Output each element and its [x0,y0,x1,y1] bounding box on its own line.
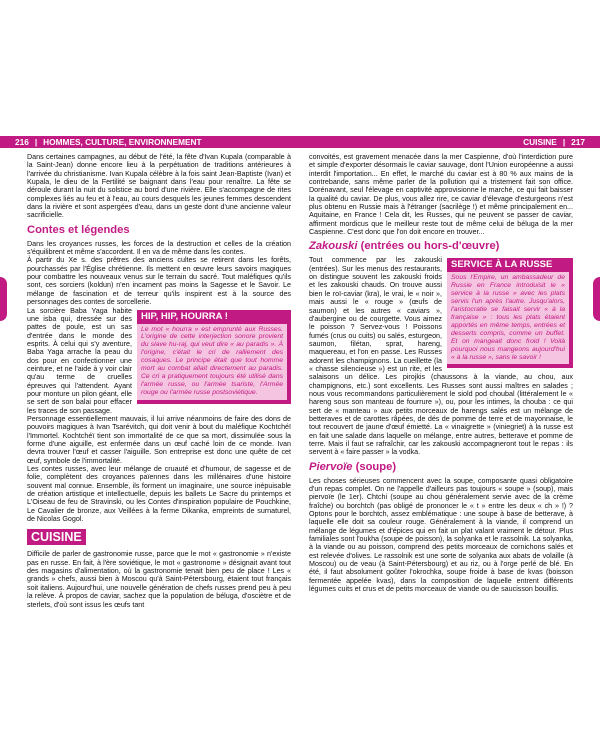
right-column [309,153,573,594]
page-edge-tab-right [593,277,600,321]
heading-zakouski-name: Zakouski [309,240,358,253]
page-header [0,136,600,148]
sidebar-box-hourra [137,310,291,404]
left-page-number: 216 [15,137,29,147]
page-edge-tab-left [0,277,7,321]
paragraph-sorciers: À partir du Xe s. des prêtres des anciens cultes se retirent dans les forêts, pourchassés par l'Église chrétienne. Ils mettent en œuvre leurs savoirs magiques pour combattre les nouveaux venus sur le terrain du sacré. Tout maléfiques qu'ils sont, ces sorciers (koldun) n'en incarnent pas moins la Sagesse et le Savoir. Le mélange de fascination et de terreur qu'ils inspirent est à la source des personnages des contes de sorcellerie. [27,256,291,307]
sidebar-box-service-text: Sous l'Empire, un ambassadeur de Russie en France introduisit le « service à la russe » avec les plats servis l'un après l'autre. Jusqu'alors, l'aristocratie se faisait servir « à la française » : tous les plats étaient apportés en même temps, entrées et desserts compris, comme un buffet. Et on mangeait donc froid ! Voilà pourquoi nous mangeons aujourd'hui « à la russe », sans le savoir ! [451,274,565,361]
paragraph-contes-russes: Les contes russes, avec leur mélange de cruauté et d'humour, de sagesse et de folie, complètent des croyances païennes dans les millénaires d'une histoire souvent mal connue. Ensemble, ils forment un imaginaire, une source inépuisable de création artistique et intellectuelle, depuis les ballets Le Sacre du printemps et L'Oiseau de feu de Stravinski, ou les Contes d'inspiration populaire de Pouchkine, Le Cavalier de bronze, aux Veillées à la ferme Dikanka, empreints de surnaturel, de Nicolas Gogol. [27,465,291,524]
heading-piervoie [309,461,573,474]
header-left: 216 | HOMMES, CULTURE, ENVIRONNEMENT [15,137,202,147]
paragraph-gastronomie: Difficile de parler de gastronomie russe, parce que le mot « gastronomie » n'existe pas en russe. En fait, à l'ère soviétique, le mot « gastronome » désignait avant tout des magasins d'alimentation, où la gastronomie tenait bien peu de place ! Les « grands » chefs, aussi bien à Moscou qu'à Saint-Pétersbourg, étaient tout français soit italiens. Aujourd'hui, une nouvelle génération de chefs russes prend peu à peu la relève. À propos de caviar, sachez que la population de béluga, d'osciètre et de sterlets, d'où sont issus les œufs tant [27,550,291,609]
paragraph-croyances: Dans les croyances russes, les forces de la destruction et celles de la création s'équilibrent et même s'accordent. Il en va de même dans les contes. [27,239,291,257]
paragraph-kochtchei: Personnage essentiellement mauvais, il lui arrive néanmoins de faire des dons de pouvoirs magiques à Ivan Tsarévitch, qui doit venir à bout du maléfique Kochtchéï l'Immortel. Kochtchéï tient son immortalité de ce que sa mort, dissimulée sous la forme d'une aiguille, est enfermée dans un œuf caché loin de ce monde. Ivan devra trouver l'œuf et casser l'aiguille. Son entreprise est donc une quête de cet œuf, symbole de l'immortalité. [27,414,291,465]
right-running-title: CUISINE [523,137,557,147]
paragraph-zakouski: Tout commence par les zakouski (entrées). Sur les menus des restaurants, on distingue souvent les zakouski froids et les zakouski chauds. On trouve aussi bien le roï-caviar (kra), le vrai, le « noir », mais aussi le « rouge » (œufs de saumon) et les autres « caviars », d'aubergine ou de courgette. Vous aimez le poisson ? Servez-vous ! Poissons fumés (crus ou cuits) ou salés, esturgeon, saumon, filétan, sprat, hareng, maquereau, et l'on en passe. Les Russes adorent les champignons. La cueillette (la « chasse silencieuse ») est un rite, et les salaisons un délice. Les pirojkis (chaussons à la viande, au chou, aux champignons, etc.) sont excellents. Les Russes sont aussi maîtres en salades ; nous vous recommandons particulièrement le siold pod choubal (littéralement le « hareng sous son manteau de fourrure »), ou, pour les intimes, la chouba : ce qui sert de « manteau » aux petits morceaux de harengs salés est un mélange de betteraves et de carottes râpées, de dés de pomme de terre et de mayonnaise, le tout recouvert de jaune d'œuf émietté. La « vinaigrette » (viniegriet) à la russe est en fait une salade dans laquelle on mélange, entre autres, betterave et pomme de terre. Mais il faut se rafraîchir, car les zakouski accompagneront tout le repas : ils servent à « faire passer » la vodka. [309,256,573,457]
heading-zakouski-sub: (entrées ou hors-d'œuvre) [357,240,500,253]
heading-piervoie-sub: (soupe) [352,460,397,473]
paragraph-soupe: Les choses sérieuses commencent avec la soupe, composante quasi obligatoire d'un repas complet. On ne l'appelle d'ailleurs pas toujours « soupe » (soup), mais piervoïe (le 1er). Chtchi (soupe au chou généralement servie avec de la crème fraîche) ou borchtch (pas obligé de prononcer le « t » entre les deux « ch » !) ? Optons pour le borchtch, assez emblématique : une soupe à base de betterave, à laquelle elle doit sa couleur rouge. Généralement à la viande, il comprend un mélange de légumes et d'épices qui en fait un plat valant vraiment le détour. Plus familiales sont l'oukha (soupe de poisson), la solyanka et le rassolnik. La solyanka, à la viande ou au poisson, comprend des petits morceaux de cornichons salés et est relevée d'olives. Le rassolnik est une sorte de solyanka aux abats de volaille (à Moscou) ou de veau (à Saint-Pétersbourg) et au riz, ou à l'orge perlé de blé. En été, il faut absolument goûter l'okrochka, soupe froide à base de kvas (boisson fermentée appelée kvas), dans la composition de laquelle entrent différents légumes cuits et crus et de petits morceaux de viande ou de saucisson bouillis. [309,476,573,594]
heading-zakouski [309,240,573,253]
paragraph-baba-yaga: La sorcière Baba Yaga habite une isba qui, dressée sur des pattes de poule, est un sas d'entrée dans le monde des esprits. À celui qui s'y aventure, Baba Yaga arrache la peau du dos pour en confectionner une ceinture, et ne l'aide à y voir clair qu'au terme de cruelles épreuves qui l'attendent. Ayant pour monture un pilon géant, elle se sert de son balai pour effacer les traces de son passage. [27,306,132,415]
section-band-cuisine: CUISINE [27,529,86,545]
heading-contes-legendes: Contes et légendes [27,223,130,236]
sidebar-box-hourra-text: Le mot « hourra » est emprunté aux Russes. L'origine de cette interjection sonore provient du slave hu-raj, qui veut dire « au paradis ». À l'origine, c'était le cri de ralliement des cosaques. Le principe était que tout homme mort au combat allait directement au paradis. Ce cri a pratiquement toujours été utilisé dans l'armée russe, ou l'armée tsariste, l'Armée rouge ou l'armée russe postsoviétique. [141,325,283,396]
sidebar-box-hourra-title: HIP, HIP, HOURRA ! [137,310,287,324]
paragraph-caviar: convoités, est gravement menacée dans la mer Caspienne, d'où l'interdiction pure et simple d'exporter désormais le caviar sauvage, dont l'Union européenne a aussi interdit l'importation... En effet, le marché du caviar est à 80 % aux mains de la contrebande, sans même parler de la pollution qui a tristement fait son office. Dorénavant, seul l'élevage en captivité approvisionne le marché, ce qui fait baisser la qualité du caviar. De plus, vous allez rire, ce caviar d'élevage d'esturgeons n'est plus obtenu en Russie mais à l'étranger (sacrilège !) et même principalement en... Aquitaine, en France ! Cela dit, les Russes, qui ne peuvent se passer de caviar, affirment mordicus que le meilleur reste tout de même celui de béluga de la mer Caspienne. C'est donc que l'on doit encore en trouver... [309,153,573,237]
sidebar-box-service-title: SERVICE À LA RUSSE [447,258,569,272]
left-running-title: HOMMES, CULTURE, ENVIRONNEMENT [43,137,202,147]
sidebar-box-service-russe [447,258,573,368]
heading-piervoie-name: Piervoïe [309,460,353,473]
header-right: CUISINE | 217 [523,137,585,147]
left-column [27,153,291,609]
paragraph-ivan-kupala: Dans certaines campagnes, au début de l'été, la fête d'Ivan Kupala (comparable à la Saint-Jean) donne encore lieu à la perpétuation de traditions antérieures à l'arrivée du christianisme. Ivan Kupala célèbre à la fois saint Jean-Baptiste (Ivan) et Kupala, le dieu de la Fertilité se baignant dans l'eau pour renaître. La fête se déroule durant la nuit du solstice au bord d'une rivière. Elle s'accompagne de rites complexes liés au feu et à l'eau, au cours desquels les jeunes femmes descendent dans la rivière et sont aspergées d'eau, dans un geste dont d'une ancienne valeur sacrificielle. [27,153,291,220]
right-page-number: 217 [571,137,585,147]
